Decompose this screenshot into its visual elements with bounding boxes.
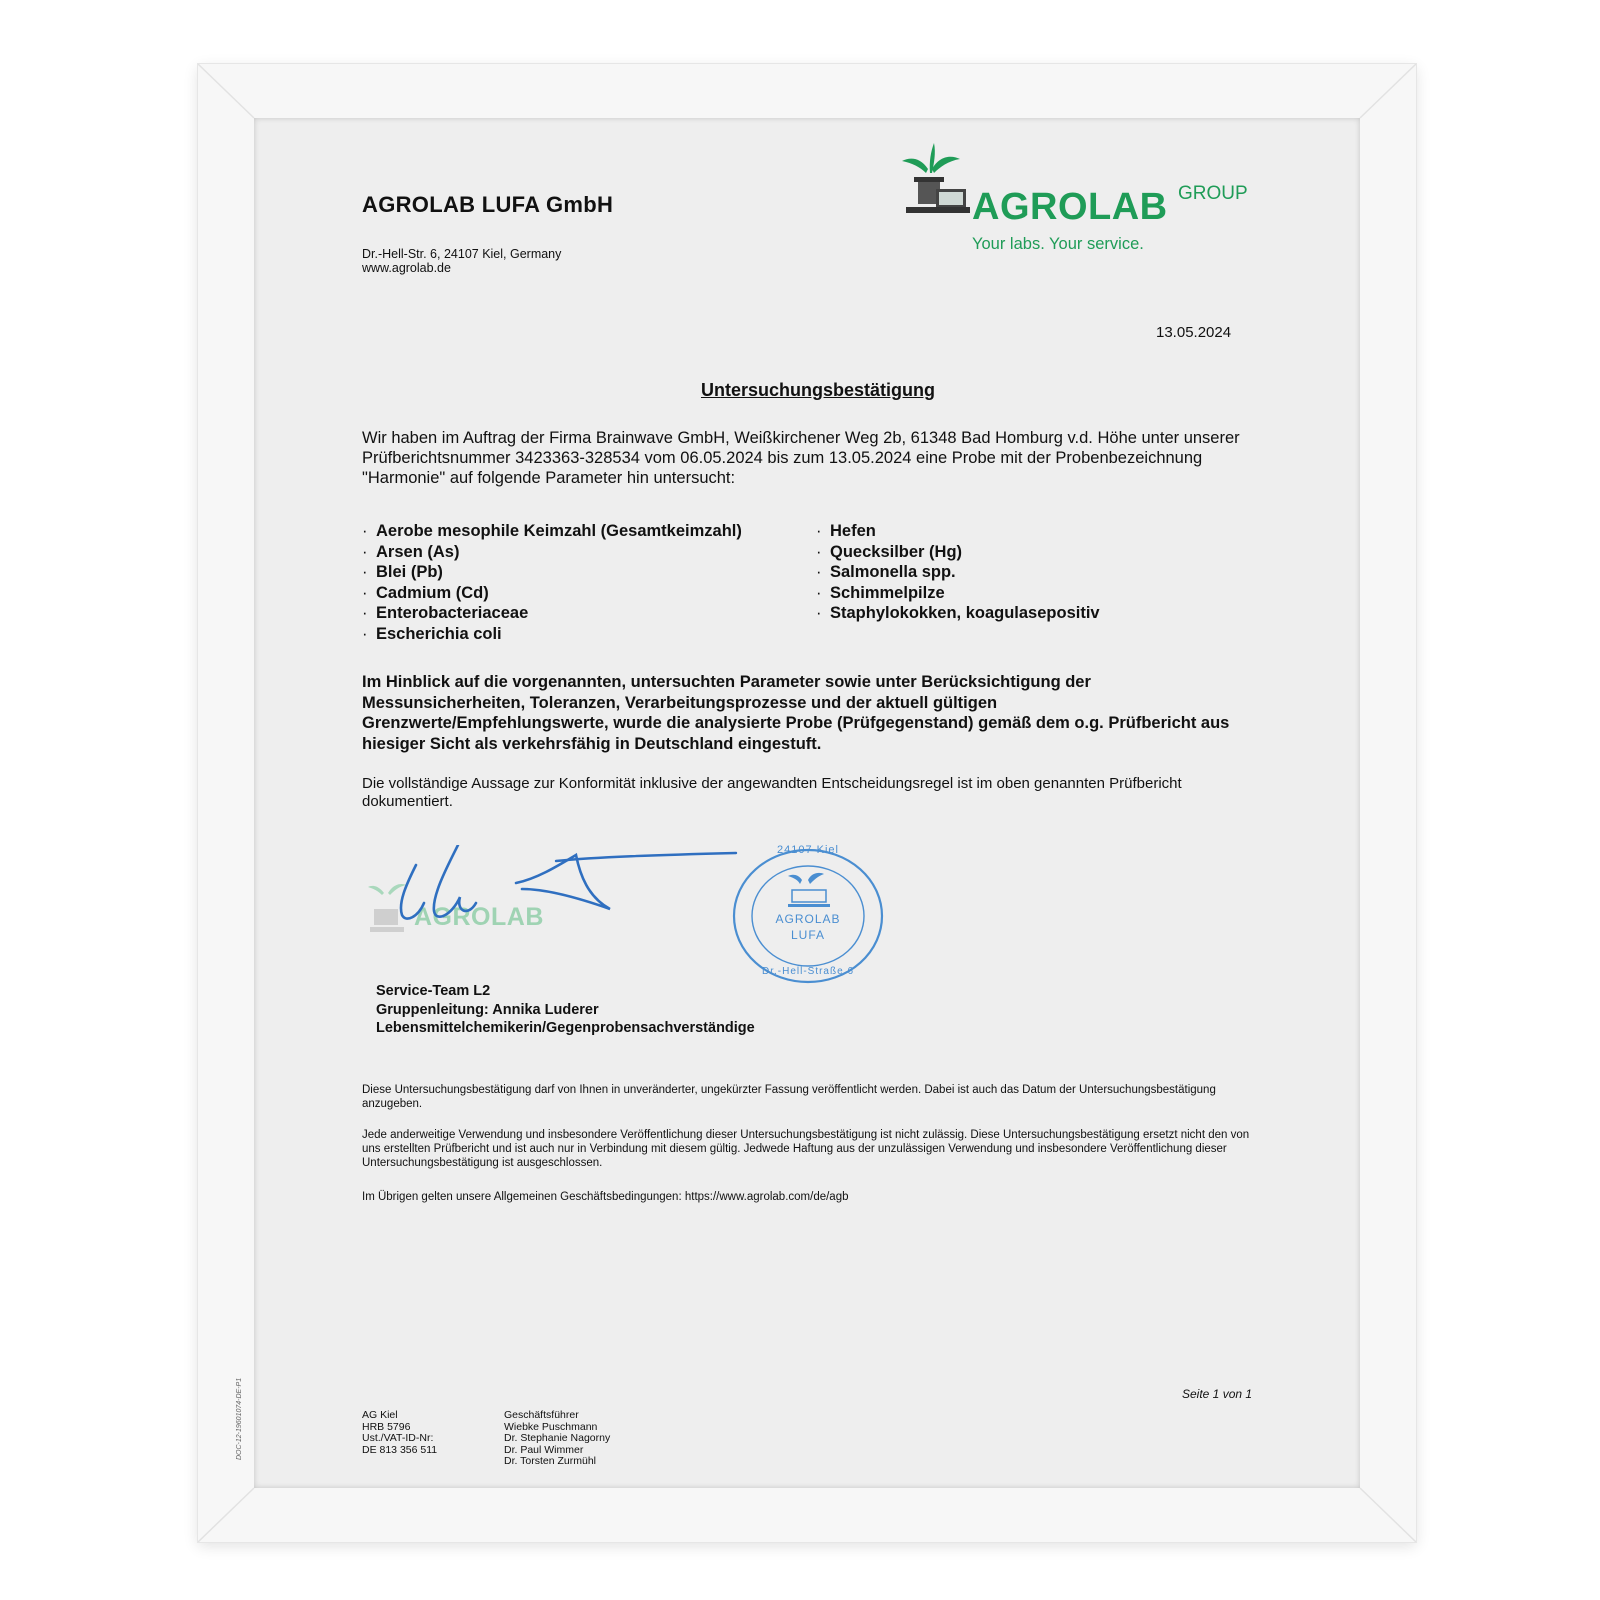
signature-area: [366, 845, 746, 957]
bullet-icon: ·: [816, 542, 822, 561]
bullet-icon: ·: [816, 522, 822, 540]
parameter-item: [816, 562, 1100, 583]
stamp-name-line2: LUFA: [790, 928, 825, 942]
parameter-item: [362, 624, 742, 645]
verdict-paragraph: Im Hinblick auf die vorgenannten, untersuchten Parameter sowie unter Berücksichtigung der Messunsicherheiten, Toleranzen, Verarbeitungsprozesse und der aktuell gültigen Grenzwerte/Empfehlungswerte, wurde die analysierte Probe (Prüfgegenstand) gemäß dem o.g. Prüfbericht aus hiesiger Sicht als verkehrsfähig in Deutschland eingestuft.: [362, 673, 1230, 753]
disclaimer-usage: Jede anderweitige Verwendung und insbesondere Veröffentlichung dieser Untersuchungsbestätigung ist nicht zulässig. Diese Untersuchungsbestätigung ersetzt nicht den von uns erstellten Prüfbericht und ist auch nur in Verbindung mit diesem gültig. Jedwede Haftung aus der unzulässigen Verwendung und insbesondere Veröffentlichung dieser Untersuchungsbestätigung ist ausgeschlossen.: [362, 1129, 1250, 1169]
footer-line: Dr. Paul Wimmer: [504, 1443, 584, 1456]
conformity-paragraph: Die vollständige Aussage zur Konformität inklusive der angewandten Entscheidungsregel ist im oben genannten Prüfbericht dokumentiert.: [362, 775, 1182, 810]
parameter-list-left: [362, 521, 742, 644]
logo-tagline: Your labs. Your service.: [972, 235, 1144, 253]
address-line: Dr.-Hell-Str. 6, 24107 Kiel, Germany: [362, 247, 562, 261]
stamp-name-line1: AGROLAB: [775, 912, 841, 926]
parameter-label: Escherichia coli: [376, 624, 502, 643]
document-title: Untersuchungsbestätigung: [700, 380, 935, 400]
disclaimer-terms: Im Übrigen gelten unsere Allgemeinen Geschäftsbedingungen: https://www.agrolab.com/de/agb: [362, 1191, 849, 1203]
signer-block: [376, 982, 755, 1038]
bullet-icon: ·: [362, 522, 368, 540]
agrolab-logo: [900, 143, 1270, 258]
signer-team: Service-Team L2: [376, 983, 491, 999]
intro-paragraph: Wir haben im Auftrag der Firma Brainwave GmbH, Weißkirchener Weg 2b, 61348 Bad Homburg v.d. Höhe unter unserer Prüfberichtsnummer 3423363-328534 vom 06.05.2024 bis zum 13.05.2024 eine Probe mit der Probenbezeichnung "Harmonie" auf folgende Parameter hin untersucht:: [362, 429, 1240, 487]
website-line: www.agrolab.de: [362, 261, 451, 275]
document-date: 13.05.2024: [1156, 324, 1232, 341]
bullet-icon: ·: [362, 542, 368, 561]
signer-role: Lebensmittelchemikerin/Gegenprobensachverständige: [376, 1020, 755, 1036]
parameter-item: [362, 603, 742, 624]
parameter-label: Cadmium (Cd): [376, 583, 489, 602]
parameter-label: Schimmelpilze: [830, 583, 945, 602]
parameter-list-right: [816, 521, 1100, 624]
parameter-label: Staphylokokken, koagulasepositiv: [830, 604, 1100, 622]
parameter-label: Blei (Pb): [376, 563, 443, 581]
parameter-item: [816, 521, 1100, 542]
company-name: AGROLAB LUFA GmbH: [362, 192, 614, 217]
disclaimer-publication: Diese Untersuchungsbestätigung darf von Ihnen in unveränderter, ungekürzter Fassung veröffentlicht werden. Dabei ist auch das Datum der Untersuchungsbestätigung anzugeben.: [362, 1084, 1216, 1110]
parameter-label: Arsen (As): [376, 542, 460, 561]
parameter-label: Aerobe mesophile Keimzahl (Gesamtkeimzahl): [376, 522, 742, 540]
official-stamp: [728, 846, 888, 986]
bullet-icon: ·: [816, 563, 822, 581]
parameter-item: [362, 583, 742, 604]
bullet-icon: ·: [362, 604, 368, 622]
parameter-item: [362, 562, 742, 583]
footer-line: AG Kiel: [362, 1409, 398, 1421]
lab-flask-icon: [900, 143, 970, 223]
footer-registry: [362, 1410, 437, 1456]
parameter-item: [816, 603, 1100, 624]
parameter-label: Enterobacteriaceae: [376, 604, 529, 622]
footer-line: Ust./VAT-ID-Nr:: [362, 1432, 434, 1444]
logo-group-label: GROUP: [1178, 183, 1248, 204]
parameter-label: Hefen: [830, 522, 876, 540]
footer-management: [504, 1410, 610, 1468]
parameter-item: [816, 583, 1100, 604]
parameter-item: [816, 542, 1100, 563]
parameter-item: [362, 542, 742, 563]
document-code: DOC-12-19601074-DE-P1: [236, 1377, 243, 1460]
stamp-top-text: 24107 Kiel: [777, 844, 839, 856]
parameter-item: [362, 521, 742, 542]
logo-wordmark: AGROLAB: [972, 186, 1168, 228]
bullet-icon: ·: [362, 583, 368, 602]
bullet-icon: ·: [362, 624, 368, 643]
parameter-label: Quecksilber (Hg): [830, 542, 963, 561]
footer-line: Dr. Torsten Zurmühl: [504, 1455, 597, 1467]
handwritten-signature: [366, 845, 746, 957]
bullet-icon: ·: [816, 604, 822, 622]
footer-line: Geschäftsführer: [504, 1409, 579, 1421]
stamp-bottom-text: Dr.-Hell-Straße 6: [761, 966, 854, 977]
footer-line: DE 813 356 511: [362, 1443, 438, 1456]
footer-line: Dr. Stephanie Nagorny: [504, 1432, 611, 1444]
page-number: Seite 1 von 1: [1182, 1387, 1253, 1401]
company-address: [362, 247, 561, 275]
signer-lead: Gruppenleitung: Annika Luderer: [376, 1001, 599, 1018]
footer-line: Wiebke Puschmann: [504, 1420, 598, 1433]
bullet-icon: ·: [816, 583, 822, 602]
footer-line: HRB 5796: [362, 1420, 411, 1433]
signature-watermark: AGROLAB: [414, 903, 544, 931]
parameter-label: Salmonella spp.: [830, 563, 956, 581]
bullet-icon: ·: [362, 563, 368, 581]
